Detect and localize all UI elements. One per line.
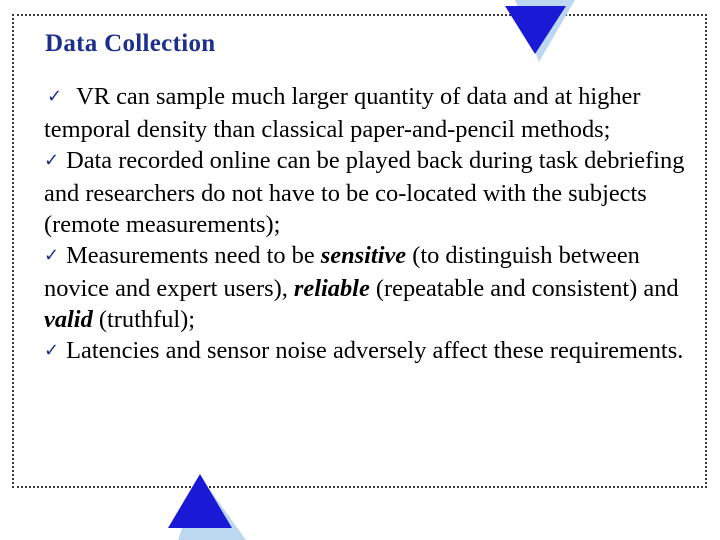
triangle-up-icon (162, 472, 248, 540)
check-mark-icon: ✓ (44, 340, 60, 361)
bullet-text-mid: (to distinguish between novice and expert users), (44, 242, 640, 302)
triangle-down-icon (500, 0, 580, 62)
bullet-text: Data recorded online can be played back during task debriefing and researchers do not have to be co-located with the subjects (remote measurements); (44, 147, 685, 238)
slide-title: Data Collection (45, 30, 216, 57)
check-mark-icon: ✓ (44, 245, 60, 266)
bullet-item-4 (44, 335, 704, 368)
check-mark-icon: ✓ (44, 150, 60, 171)
bullet-list (44, 81, 704, 368)
bullet-text-post: (truthful); (92, 306, 196, 333)
term-sensitive: sensitive (320, 242, 407, 269)
bullet-text: Latencies and sensor noise adversely affect these requirements. (66, 337, 684, 364)
bullet-item-2 (44, 145, 704, 240)
term-valid: valid (44, 306, 93, 333)
bullet-text-mid: (repeatable and consistent) and (369, 275, 679, 302)
check-mark-icon: ✓ (47, 86, 63, 107)
bullet-item-3 (44, 240, 704, 335)
bullet-text-pre: Measurements need to be (66, 242, 321, 269)
bullet-item-1 (44, 81, 704, 145)
bullet-text: VR can sample much larger quantity of data and at higher temporal density than classical paper-and-pencil methods; (44, 83, 641, 143)
term-reliable: reliable (293, 275, 370, 302)
